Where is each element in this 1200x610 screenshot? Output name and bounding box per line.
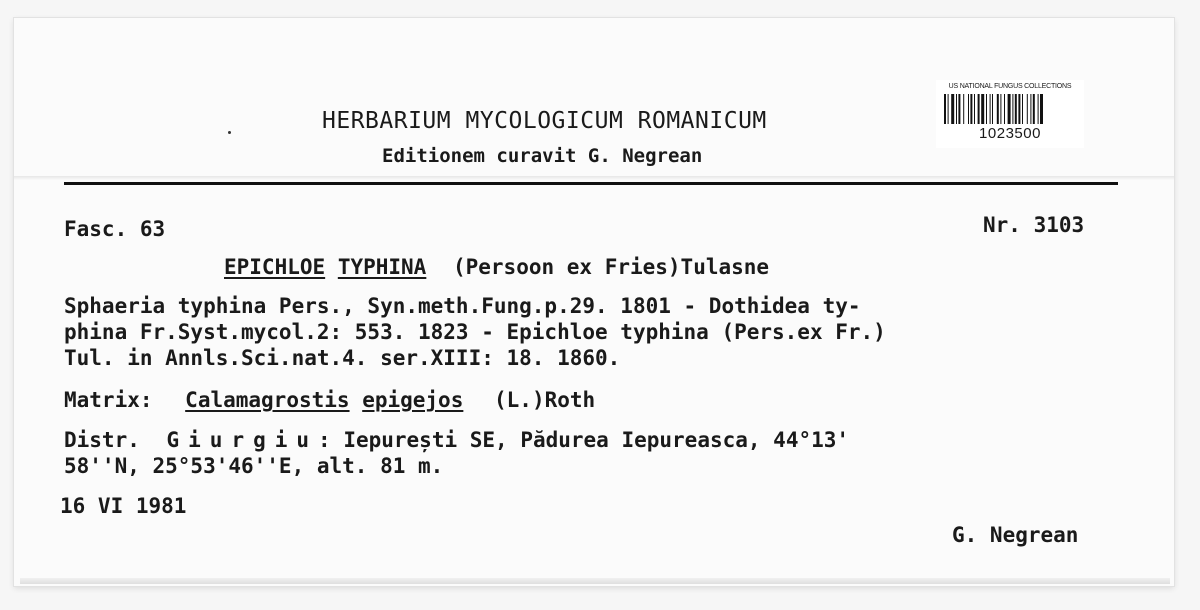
header-rule (64, 182, 1118, 185)
collector: G. Negrean (952, 523, 1079, 547)
matrix-species: epigejos (362, 388, 464, 412)
label-bottom-edge (20, 578, 1170, 584)
distribution-region: Giurgiu (166, 428, 319, 452)
distribution-label: Distr. (64, 428, 140, 452)
synonymy-line-3: Tul. in Annls.Sci.nat.4. ser.XIII: 18. 1860. (64, 346, 621, 370)
label-fold (14, 176, 1174, 180)
taxon-species: TYPHINA (337, 255, 427, 279)
barcode-number: 1023500 (979, 125, 1041, 142)
ink-dot (228, 131, 231, 134)
taxon-authority: (Persoon ex Fries)Tulasne (452, 255, 770, 279)
distribution-line-1 (64, 428, 849, 452)
synonymy-line-1: Sphaeria typhina Pers., Syn.meth.Fung.p.29. 1801 - Dothidea ty- (64, 294, 861, 318)
exsiccata-number: Nr. 3103 (983, 213, 1085, 237)
editor-line: Editionem curavit G. Negrean (382, 145, 703, 167)
taxon-name (224, 255, 769, 279)
synonymy-line-2: phina Fr.Syst.mycol.2: 553. 1823 - Epichloe typhina (Pers.ex Fr.) (64, 320, 886, 344)
matrix-genus: Calamagrostis (185, 388, 350, 412)
matrix-label: Matrix: (64, 388, 153, 412)
fascicle: Fasc. 63 (64, 217, 166, 241)
taxon-genus: EPICHLOE (224, 255, 326, 279)
matrix-authority: (L.)Roth (494, 388, 596, 412)
herbarium-title: HERBARIUM MYCOLOGICUM ROMANICUM (322, 108, 767, 134)
distribution-locality: : Iepurești SE, Pădurea Iepureasca, 44°13' (318, 428, 850, 452)
barcode-label (936, 80, 1084, 148)
distribution-line-2: 58''N, 25°53'46''E, alt. 81 m. (64, 454, 444, 478)
barcode-caption: US NATIONAL FUNGUS COLLECTIONS (948, 83, 1072, 90)
matrix-line (64, 388, 595, 412)
collection-date: 16 VI 1981 (60, 494, 187, 518)
barcode-bars-icon (944, 94, 1076, 124)
